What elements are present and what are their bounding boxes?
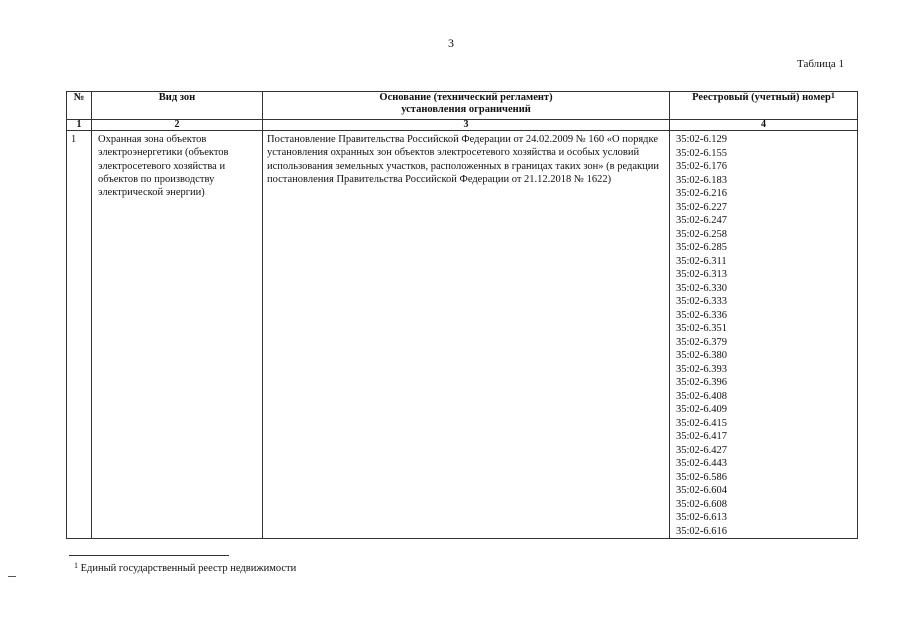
zone-type-text: Охранная зона объектов электроэнергетики (объектов электросетевого хозяйства и объектов по производству электрической энергии) — [98, 134, 229, 199]
registry-numbers-cell — [670, 131, 858, 539]
footnote-text: Единый государственный реестр недвижимости — [80, 563, 297, 574]
basis-text: Постановление Правительства Российской Федерации от 24.02.2009 № 160 «О порядке установления охранных зон объектов электросетевого хозяйства и особых условий использования земельных участков, расположенных в границах таких зон» (в редакции постановления Правительства Российской Федерации от 21.12.2018 № 1622) — [267, 134, 659, 185]
registry-number: 35:02-6.613 — [676, 512, 728, 523]
registry-number: 35:02-6.417 — [676, 431, 728, 442]
registry-number: 35:02-6.176 — [676, 161, 728, 172]
table-caption: Таблица 1 — [797, 58, 845, 70]
table-row — [67, 131, 858, 539]
registry-number: 35:02-6.183 — [676, 174, 728, 186]
page-number: 3 — [448, 36, 454, 50]
registry-number: 35:02-6.396 — [676, 377, 728, 388]
column-number: 2 — [92, 120, 263, 131]
header-registry-label: Реестровый (учетный) номер — [692, 92, 831, 103]
registry-number: 35:02-6.351 — [676, 323, 728, 334]
header-basis-line2: установления ограничений — [401, 104, 531, 115]
registry-number: 35:02-6.393 — [676, 363, 728, 375]
column-number: 3 — [263, 120, 670, 131]
header-row — [67, 92, 858, 120]
registry-number: 35:02-6.313 — [676, 269, 728, 280]
registry-number: 35:02-6.604 — [676, 485, 728, 496]
row-number: 1 — [67, 131, 92, 539]
column-number: 4 — [670, 120, 858, 131]
registry-number: 35:02-6.380 — [676, 350, 728, 361]
header-no: № — [67, 92, 92, 120]
header-zone-type: Вид зон — [92, 92, 263, 120]
header-basis — [263, 92, 670, 120]
registry-number: 35:02-6.427 — [676, 444, 728, 456]
registry-table — [66, 91, 858, 539]
column-number-row — [67, 120, 858, 131]
header-registry-footnote-mark: 1 — [830, 91, 835, 100]
registry-number: 35:02-6.608 — [676, 498, 728, 510]
registry-number: 35:02-6.330 — [676, 282, 728, 294]
registry-number: 35:02-6.285 — [676, 242, 728, 253]
registry-number: 35:02-6.336 — [676, 309, 728, 321]
registry-number: 35:02-6.443 — [676, 458, 728, 469]
registry-number: 35:02-6.616 — [676, 525, 728, 537]
registry-number: 35:02-6.129 — [676, 134, 728, 145]
header-basis-line1: Основание (технический регламент) — [379, 92, 553, 103]
footnote-divider — [69, 555, 229, 556]
column-number: 1 — [67, 120, 92, 131]
registry-number: 35:02-6.216 — [676, 188, 728, 199]
zone-type-cell — [92, 131, 263, 539]
footnote — [74, 563, 296, 574]
registry-number: 35:02-6.311 — [676, 255, 727, 267]
registry-number: 35:02-6.258 — [676, 228, 728, 240]
registry-number: 35:02-6.415 — [676, 417, 728, 429]
margin-mark — [8, 576, 16, 577]
registry-number: 35:02-6.379 — [676, 336, 728, 348]
registry-number-list — [670, 131, 857, 538]
registry-number: 35:02-6.247 — [676, 215, 728, 226]
header-registry — [670, 92, 858, 120]
footnote-mark: 1 — [74, 561, 78, 570]
registry-number: 35:02-6.333 — [676, 296, 728, 307]
registry-number: 35:02-6.155 — [676, 147, 728, 159]
registry-number: 35:02-6.408 — [676, 390, 728, 402]
registry-number: 35:02-6.586 — [676, 471, 728, 483]
registry-number: 35:02-6.409 — [676, 404, 728, 415]
basis-cell — [263, 131, 670, 539]
registry-number: 35:02-6.227 — [676, 201, 728, 213]
